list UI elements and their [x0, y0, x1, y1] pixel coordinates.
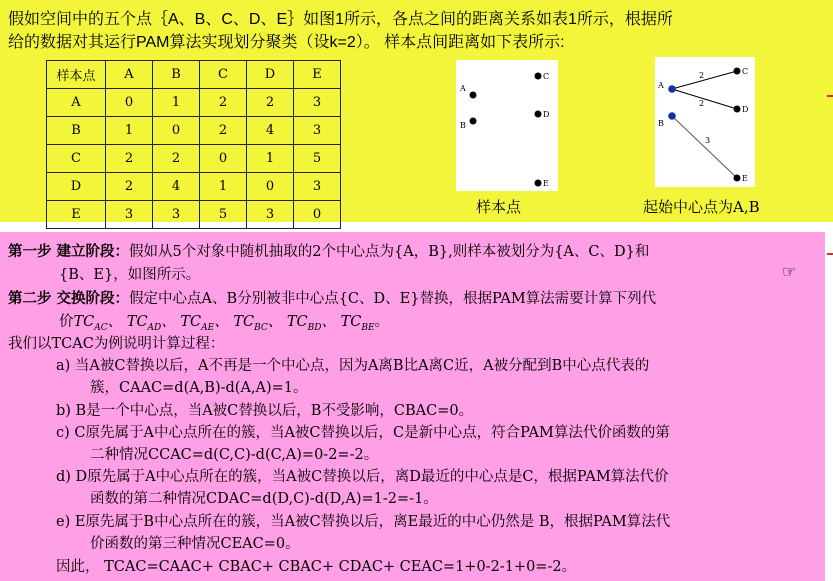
figure1-caption: 样本点: [476, 198, 522, 216]
edge-be-weight: 3: [705, 136, 711, 145]
final-result: 因此， TCAC=CAAC+ CBAC+ CBAC+ CDAC+ CEAC=1+0-2-1+0=-2。: [56, 559, 577, 575]
table-row: [47, 201, 341, 229]
table-cell: 2: [200, 89, 247, 117]
table-cell: 1: [200, 173, 247, 201]
case-a-line-1: a) 当A被C替换以后，A不再是一个中心点，因为A离B比A离C近，A被分配到B中心点代表的: [56, 358, 650, 374]
case-c-line-2: 二种情况CCAC=d(C,C)-d(C,A)=0-2=-2。: [90, 447, 379, 463]
table-cell: 2: [106, 173, 153, 201]
edge-ad-weight: 2: [699, 99, 705, 108]
sample-points-figure: [456, 60, 558, 191]
table-row: [47, 145, 341, 173]
row-label: B: [47, 117, 106, 145]
case-b-line: b) B是一个中心点，当A被C替换以后，B不受影响，CBAC=0。: [56, 403, 474, 419]
table-cell: 1: [247, 145, 294, 173]
point-d-label: D: [543, 110, 550, 119]
cost-sub: AD: [147, 322, 162, 333]
table-header: A: [106, 61, 153, 89]
point-e: [535, 180, 542, 187]
table-header: D: [247, 61, 294, 89]
cost-tc: 、 TC: [214, 314, 255, 330]
table-cell: 2: [200, 117, 247, 145]
cost-tc: 、 TC: [267, 314, 308, 330]
table-cell: 0: [294, 201, 341, 229]
table-corner: 样本点: [47, 61, 106, 89]
point-c: [734, 68, 741, 75]
table-cell: 4: [247, 117, 294, 145]
table-cell: 0: [106, 89, 153, 117]
point-c: [535, 73, 542, 80]
example-intro: 我们以TCAC为例说明计算过程：: [8, 336, 225, 352]
point-d: [734, 106, 741, 113]
edge-marker: [827, 253, 833, 255]
edge-a-c: [672, 71, 737, 89]
row-label: A: [47, 89, 106, 117]
table-cell: 0: [153, 117, 200, 145]
table-cell: 0: [247, 173, 294, 201]
cost-sub: AC: [94, 322, 108, 333]
point-b-label: B: [460, 121, 466, 130]
table-cell: 2: [247, 89, 294, 117]
table-row: [47, 173, 341, 201]
table-cell: 0: [200, 145, 247, 173]
table-cell: 3: [294, 89, 341, 117]
cost-list: [59, 310, 389, 333]
row-label: D: [47, 173, 106, 201]
edge-b-e: [672, 116, 737, 178]
cost-sub: BD: [307, 322, 322, 333]
table-header: E: [294, 61, 341, 89]
cost-tc: 、 TC: [107, 314, 148, 330]
center-a: [668, 85, 676, 93]
case-e-line-2: 价函数的第三种情况CEAC=0。: [90, 536, 300, 552]
step2-line: [8, 287, 656, 308]
cost-tc: 、 TC: [321, 314, 362, 330]
table-cell: 5: [200, 201, 247, 229]
cost-sub: BE: [361, 322, 375, 333]
edge-marker: [827, 95, 833, 97]
point-e-label: E: [543, 179, 549, 188]
table-cell: 5: [294, 145, 341, 173]
cost-sub: AE: [201, 322, 215, 333]
center-a-label: A: [658, 81, 664, 90]
intro-line-1: 假如空间中的五个点｛A、B、C、D、E｝如图1所示，各点之间的距离关系如表1所示，根据所: [8, 11, 673, 28]
table-header: B: [153, 61, 200, 89]
table-cell: 1: [153, 89, 200, 117]
table-row: [47, 89, 341, 117]
distance-table: [46, 60, 341, 229]
cost-prefix: 价: [59, 314, 74, 330]
center-b: [668, 112, 676, 120]
case-d-line-1: d) D原先属于A中心点所在的簇，当A被C替换以后，离D最近的中心点是C，根据PAM算法代价: [56, 469, 669, 485]
cost-sub: BC: [254, 322, 268, 333]
table-cell: 4: [153, 173, 200, 201]
table-header: C: [200, 61, 247, 89]
edge-a-d: [672, 89, 737, 109]
point-b: [470, 118, 477, 125]
table-cell: 1: [106, 117, 153, 145]
row-label: E: [47, 201, 106, 229]
row-label: C: [47, 145, 106, 173]
point-c-label: C: [742, 67, 749, 76]
step2-heading: 第二步 交换阶段：: [8, 290, 130, 307]
cost-tc: TC: [73, 314, 95, 330]
cost-tc: 、 TC: [161, 314, 202, 330]
point-d-label: D: [742, 105, 749, 114]
initial-centers-figure: [655, 57, 755, 187]
table-row: [47, 117, 341, 145]
case-a-line-2: 簇，CAAC=d(A,B)-d(A,A)=1。: [90, 380, 308, 396]
table-cell: 3: [106, 201, 153, 229]
pointer-hand-icon[interactable]: ☞: [782, 262, 797, 281]
figure2-caption: 起始中心点为A,B: [643, 198, 760, 216]
table-cell: 2: [153, 145, 200, 173]
edge-ac-weight: 2: [699, 71, 705, 80]
step1-line: [8, 240, 649, 261]
step1-heading: 第一步 建立阶段：: [8, 243, 130, 260]
cost-end: 。: [374, 314, 390, 330]
case-e-line-1: e) E原先属于B中心点所在的簇，当A被C替换以后，离E最近的中心仍然是 B，根据PAM算法代: [56, 514, 671, 530]
point-e: [734, 175, 741, 182]
step1-text: 假如从5个对象中随机抽取的2个中心点为{A，B},则样本被划分为{A、C、D}和: [129, 244, 650, 260]
table-cell: 3: [153, 201, 200, 229]
point-d: [535, 111, 542, 118]
sample-points-svg: [456, 60, 558, 191]
table-cell: 2: [106, 145, 153, 173]
step1-line-2: {B、E}，如图所示。: [59, 267, 201, 283]
point-e-label: E: [742, 174, 748, 183]
case-c-line-1: c) C原先属于A中心点所在的簇，当A被C替换以后，C是新中心点，符合PAM算法代价函数的第: [56, 425, 670, 441]
table-header-row: [47, 61, 341, 89]
point-c-label: C: [543, 72, 550, 81]
table-cell: 3: [294, 173, 341, 201]
point-a-label: A: [460, 84, 466, 93]
table-cell: 3: [294, 117, 341, 145]
point-a: [470, 92, 477, 99]
intro-line-2: 给的数据对其运行PAM算法实现划分聚类（设k=2）。 样本点间距离如下表所示:: [8, 34, 565, 51]
case-d-line-2: 函数的第二种情况CDAC=d(D,C)-d(D,A)=1-2=-1。: [90, 491, 438, 507]
center-b-label: B: [658, 119, 664, 128]
step2-text: 假定中心点A、B分别被非中心点{C、D、E}替换，根据PAM算法需要计算下列代: [129, 291, 657, 307]
table-cell: 3: [247, 201, 294, 229]
initial-centers-svg: [655, 57, 755, 187]
